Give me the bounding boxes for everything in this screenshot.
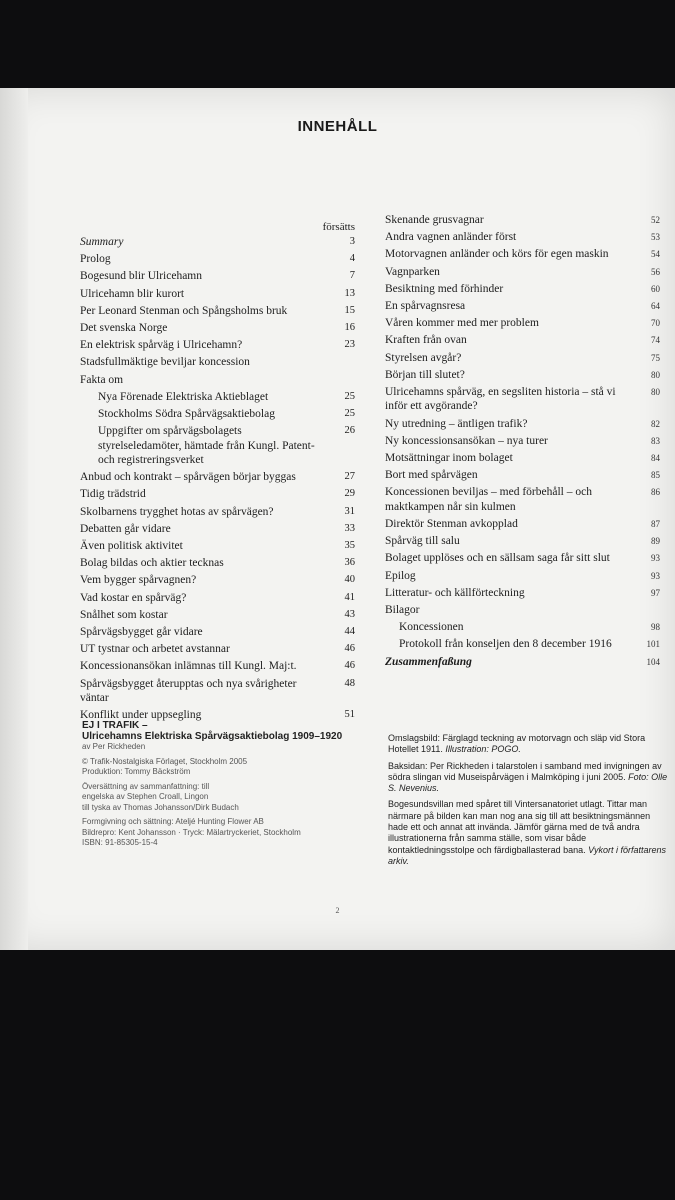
toc-entry-title: Protokoll från konseljen den 8 december 1916 [399,638,612,651]
toc-entry [385,351,660,366]
toc-entry-page: 97 [651,587,660,598]
toc-entry-page: 3 [349,236,355,247]
colophon-line: Översättning av sammanfattning: till [82,781,210,791]
back-caption-photo: Foto: Olle S. Nevenius. [388,771,668,794]
toc-left-header: försätts [322,221,355,233]
toc-entry-page: 25 [344,390,355,402]
toc-entry-page: 48 [344,677,355,689]
toc-entry-page: 29 [344,488,355,500]
toc-entry-page: 83 [651,435,660,446]
toc-entry-title: En spårvagnsresa [385,299,466,312]
toc-entry-page: 4 [349,253,355,265]
toc-right-list [385,213,660,669]
toc-entry [80,321,355,336]
toc-entry-title: Prolog [80,253,111,266]
toc-entry-page: 84 [651,452,660,463]
colophon-title: EJ I TRAFIK – [82,720,148,731]
colophon-subtitle: Ulricehamns Elektriska Spårvägsaktiebolag 1909–1920 [82,731,343,742]
toc-entry-title: Spårvägsbygget återupptas och nya svårigheter väntar [80,677,297,704]
toc-entry-title: Summary [80,236,124,248]
toc-entry [385,230,660,245]
toc-entry [385,569,660,584]
toc-entry [385,620,660,635]
toc-entry [80,659,355,674]
toc-entry [80,625,355,640]
toc-entry-page: 13 [344,287,355,299]
toc-entry-title: Per Leonard Stenman och Spångsholms bruk [80,304,288,317]
toc-entry-title: Konflikt under uppsegling [80,709,202,722]
toc-entry-page: 75 [651,352,660,363]
toc-entry-title: Ulricehamn blir kurort [80,287,185,300]
toc-entry [385,434,660,449]
toc-right-column [385,213,660,672]
toc-entry-page: 23 [344,339,355,351]
toc-entry [385,265,660,280]
page-title: INNEHÅLL [297,118,378,135]
toc-entry-title: Bilagor [385,603,420,616]
toc-entry-page: 64 [651,300,660,311]
toc-entry-page: 15 [344,304,355,316]
toc-entry-page: 60 [651,283,660,294]
back-caption-text: Per Rickheden i talarstolen i samband med invigningen av södra slingan vid Museispårvägen i Malmköping i juni 2005. [388,760,662,782]
colophon-line: Bildrepro: Kent Johansson · Tryck: Mälartryckeriet, Stockholm [82,827,301,837]
toc-entry-title: Koncessionansökan inlämnas till Kungl. Maj:t. [80,660,297,673]
toc-entry [80,338,355,353]
toc-entry-page: 46 [344,643,355,655]
toc-entry [80,556,355,571]
toc-entry-title: Epilog [385,569,416,582]
toc-entry [385,417,660,432]
toc-entry [385,368,660,383]
toc-entry [80,269,355,284]
toc-entry [385,517,660,532]
toc-entry-title: Bolaget upplöses och en sällsam saga får sitt slut [385,552,610,565]
toc-entry [80,390,355,405]
toc-entry-title: Vem bygger spårvagnen? [80,574,197,587]
toc-entry-title: Bort med spårvägen [385,469,478,482]
cover-caption-text: Färglagd teckning av motorvagn och släp vid Stora Hotellet 1911. [388,733,646,755]
toc-entry-title: Spårvägsbygget går vidare [80,625,203,638]
toc-entry-title: Det svenska Norge [80,321,168,334]
colophon-line: Formgivning och sättning: Ateljé Hunting Flower AB [82,817,264,826]
toc-entry [80,505,355,520]
colophon-line: engelska av Stephen Croall, Lingon [82,792,209,801]
toc-entry-title: Uppgifter om spårvägsbolagets styrelseledamöter, hämtade från Kungl. Patent- och registreringsverket [98,425,315,467]
toc-entry-title: Koncessionen beviljas – med förbehåll – och maktkampen når sin kulmen [385,486,592,513]
toc-left-list [80,235,355,723]
toc-entry-page: 36 [344,557,355,569]
toc-entry [385,385,660,414]
colophon-line: av Per Rickheden [82,742,146,751]
toc-entry [80,573,355,588]
colophon-line: till tyska av Thomas Johansson/Dirk Budach [82,802,239,812]
toc-entry [385,451,660,466]
toc-entry-title: Skenande grusvagnar [385,214,484,226]
toc-entry-page: 70 [651,318,660,329]
toc-entry-title: Kraften från ovan [385,334,467,347]
toc-entry [80,304,355,319]
colophon-line: ISBN: 91-85305-15-4 [82,838,158,847]
toc-entry [385,247,660,262]
toc-entry-page: 98 [651,622,660,633]
toc-entry-title: Våren kommer med mer problem [385,317,539,330]
toc-entry [385,655,660,670]
page-number: 2 [335,906,340,915]
toc-entry-page: 80 [651,386,660,397]
toc-entry-title: Ny utredning – äntligen trafik? [385,417,528,430]
toc-entry-page: 86 [651,487,660,498]
toc-entry-title: Spårväg till salu [385,535,460,548]
toc-entry-title: UT tystnar och arbetet avstannar [80,643,230,656]
toc-entry [80,522,355,537]
toc-entry-title: Styrelsen avgår? [385,351,462,364]
photo-captions [388,733,668,872]
colophon-line: © Trafik-Nostalgiska Förlaget, Stockholm 2005 [82,756,248,766]
toc-entry [385,333,660,348]
toc-entry-page: 54 [651,249,660,260]
toc-entry-page: 7 [349,270,355,282]
toc-entry-title: Början till slutet? [385,368,465,381]
toc-entry-page: 46 [344,660,355,672]
toc-entry-title: Bogesund blir Ulricehamn [80,270,203,283]
toc-entry [385,551,660,566]
toc-entry-page: 40 [344,574,355,586]
toc-entry [80,642,355,657]
toc-entry-page: 27 [344,471,355,483]
toc-entry-page: 26 [344,425,355,437]
toc-entry-title: Direktör Stenman avkopplad [385,518,518,530]
toc-entry-page: 93 [651,553,660,564]
toc-entry-title: Zusammenfaßung [385,655,472,668]
toc-entry-page: 82 [651,418,660,429]
toc-entry-page: 16 [344,321,355,333]
toc-entry-page: 44 [344,625,355,637]
toc-entry-title: Besiktning med förhinder [385,282,504,295]
toc-entry-title: Motorvagnen anländer och körs för egen maskin [385,248,609,261]
toc-entry-page: 87 [651,519,660,529]
toc-entry-title: Stockholms Södra Spårvägsaktiebolag [98,407,275,420]
third-caption [388,799,668,867]
colophon-lines [82,742,362,849]
cover-caption-illustration: Illustration: POGO. [445,744,521,755]
toc-entry [80,470,355,485]
toc-entry-title: En elektrisk spårväg i Ulricehamn? [80,339,243,352]
toc-left-column [80,221,355,725]
toc-entry [385,468,660,483]
toc-entry-page: 41 [344,591,355,603]
toc-entry [385,316,660,331]
toc-entry [385,586,660,601]
toc-entry-page: 104 [646,656,660,667]
toc-entry [80,487,355,502]
toc-entry [80,355,355,370]
toc-entry-title: Ny koncessionsansökan – nya turer [385,434,548,447]
toc-entry-page: 93 [651,570,660,581]
toc-entry-page: 89 [651,536,660,547]
toc-entry [385,637,660,652]
back-caption [388,761,668,795]
colophon-line: Produktion: Tommy Bäckström [82,767,191,776]
toc-entry-page: 25 [344,407,355,419]
toc-entry [80,424,355,468]
toc-entry-page: 52 [651,215,660,225]
toc-entry-page: 43 [344,608,355,620]
toc-entry [385,282,660,297]
page-binding-shadow [0,88,28,950]
toc-entry-page: 85 [651,470,660,481]
toc-entry-page: 35 [344,540,355,551]
toc-entry-title: Nya Förenade Elektriska Aktieblaget [98,390,269,403]
third-caption-credit: Vykort i författarens arkiv. [388,844,667,866]
toc-entry-title: Motsättningar inom bolaget [385,451,513,464]
toc-entry [385,299,660,314]
toc-entry-title: Ulricehamns spårväg, en segsliten historia – stå vi inför ett avgörande? [385,385,616,413]
cover-caption-label: Omslagsbild: [388,733,441,743]
colophon [82,720,362,849]
cover-caption [388,733,668,756]
toc-entry-page: 53 [651,232,660,243]
toc-entry-title: Fakta om [80,373,124,386]
toc-entry [80,677,355,706]
toc-entry-title: Vagnparken [385,265,440,278]
toc-entry [385,213,660,228]
toc-entry-title: Andra vagnen anländer först [385,231,517,244]
toc-entry [385,485,660,514]
toc-entry-page: 101 [646,639,660,650]
toc-entry-page: 33 [344,522,355,534]
toc-entry-title: Skolbarnens trygghet hotas av spårvägen? [80,505,274,518]
toc-entry [80,539,355,554]
toc-entry-title: Stadsfullmäktige beviljar koncession [80,356,250,369]
book-page [0,88,675,950]
toc-entry-page: 74 [651,335,660,346]
toc-entry-title: Debatten går vidare [80,522,171,535]
toc-entry-title: Snålhet som kostar [80,608,168,621]
toc-entry-title: Litteratur- och källförteckning [385,586,525,599]
toc-entry-title: Anbud och kontrakt – spårvägen börjar byggas [80,471,296,484]
back-caption-label: Baksidan: [388,760,428,771]
toc-entry [80,235,355,250]
toc-entry [80,591,355,606]
toc-entry [385,534,660,549]
toc-entry-title: Även politisk aktivitet [80,540,183,552]
toc-entry [80,287,355,302]
toc-entry-page: 31 [344,505,355,517]
toc-entry [80,252,355,267]
toc-entry [385,603,660,618]
toc-entry [80,407,355,422]
toc-entry-title: Bolag bildas och aktier tecknas [80,557,224,570]
toc-entry-page: 80 [651,369,660,380]
third-caption-text: Bogesundsvillan med spåret till Vintersanatoriet utlagt. Tittar man närmare på bilden kan man nog ana sig till att besiktningsmännen hade ett och annat att invända. Jämför gärna med de två andra illustrationerna från samma ställe, som visar både kontaktledningsstolpe och färdigballasterad bana. [388,799,651,855]
toc-entry-page: 56 [651,266,660,277]
toc-entry [80,608,355,623]
toc-entry-title: Koncessionen [399,621,464,634]
toc-entry [80,373,355,388]
toc-entry-page: 51 [344,709,355,721]
toc-entry-title: Vad kostar en spårväg? [80,591,187,604]
toc-entry-title: Tidig trädstrid [80,488,146,501]
